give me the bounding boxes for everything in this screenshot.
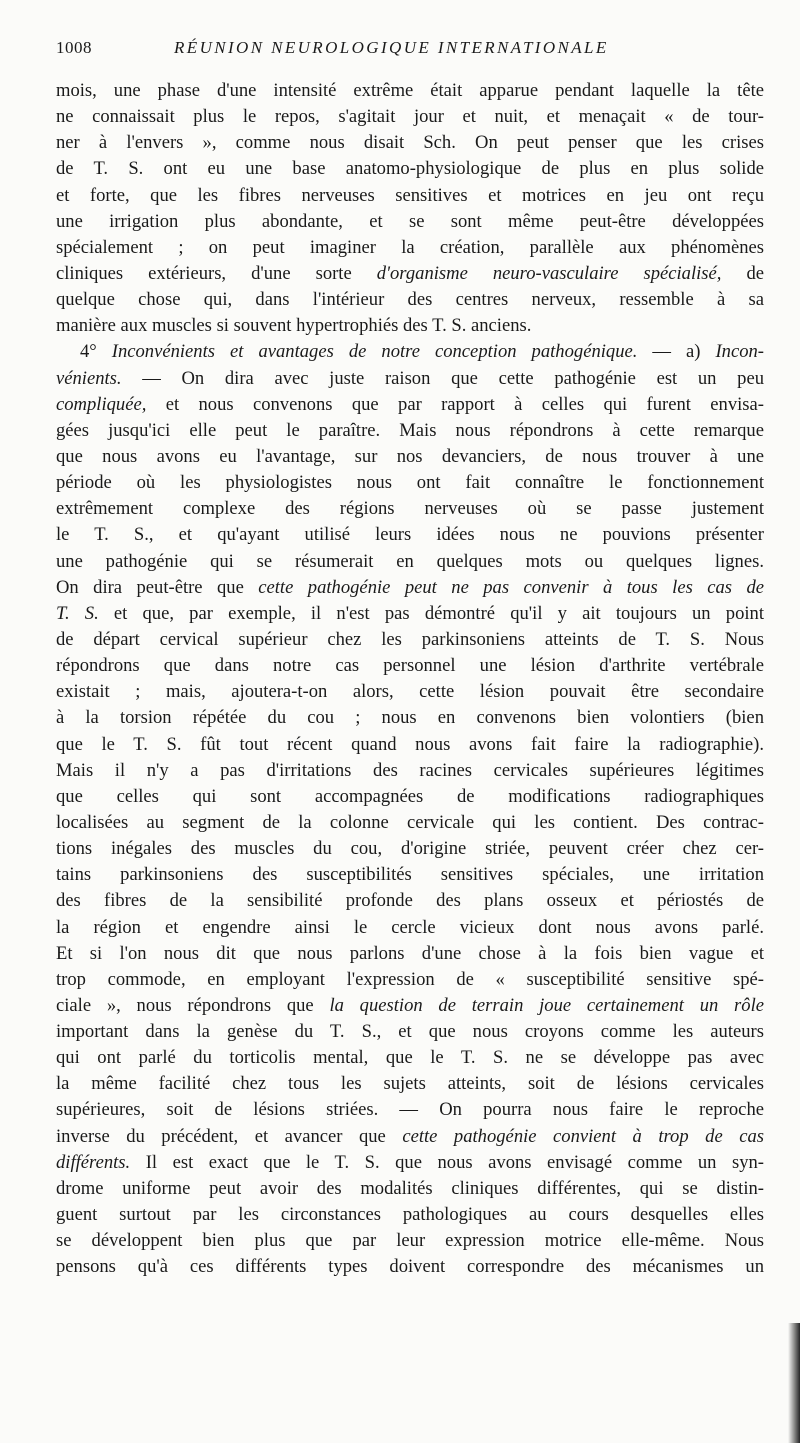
text-line [56, 366, 764, 392]
text-run: que nous avons eu l'avantage, sur nos devanciers, de nous trouver à une [56, 445, 764, 467]
text-line [56, 209, 764, 235]
text-run: que le T. S. fût tout récent quand nous avons fait faire la radiographie). [56, 733, 764, 755]
text-line [56, 836, 764, 862]
text-run: et que, par exemple, il n'est pas démontré qu'il y ait toujours un point [98, 602, 765, 624]
text-run: manière aux muscles si souvent hypertrophiés des T. S. anciens. [56, 315, 532, 337]
text-line [56, 862, 764, 888]
text-run: compliquée, [56, 393, 147, 415]
text-run: — a) [637, 341, 716, 363]
text-line [56, 915, 764, 941]
text-run: — On dira avec juste raison que cette pathogénie est un peu [121, 367, 764, 389]
text-line [56, 1202, 764, 1228]
text-line [56, 339, 764, 365]
text-run: une pathogénie qui se résumerait en quelques mots ou quelques lignes. [56, 550, 764, 572]
text-line [56, 130, 764, 156]
text-line [56, 1150, 764, 1176]
text-run: période où les physiologistes nous ont fait connaître le fonctionnement [56, 472, 764, 494]
text-run: la région et engendre ainsi le cercle vicieux dont nous avons parlé. [56, 916, 764, 938]
text-run: cette pathogénie peut ne pas convenir à tous les cas de [258, 576, 764, 598]
text-line [56, 1071, 764, 1097]
text-run: Il est exact que le T. S. que nous avons envisagé comme un syn- [130, 1151, 764, 1173]
text-line [56, 392, 764, 418]
text-run: tains parkinsoniens des susceptibilités sensitives spéciales, une irritation [56, 864, 764, 886]
text-run: le T. S., et qu'ayant utilisé leurs idées nous ne pouvions présenter [56, 524, 764, 546]
text-run: de T. S. ont eu une base anatomo-physiologique de plus en plus solide [56, 158, 764, 180]
text-line [56, 183, 764, 209]
text-line [56, 941, 764, 967]
text-run: cette pathogénie convient à trop de cas [402, 1125, 764, 1147]
text-line [56, 993, 764, 1019]
text-run: ner à l'envers », comme nous disait Sch. On peut penser que les crises [56, 132, 764, 154]
text-run: T. S. [56, 602, 99, 624]
text-line [56, 784, 764, 810]
text-line [56, 1176, 764, 1202]
text-line [56, 261, 764, 287]
text-run: ne connaissait plus le repos, s'agitait jour et nuit, et menaçait « de tour- [56, 106, 764, 128]
text-line [56, 732, 764, 758]
text-run: que celles qui sont accompagnées de modifications radiographiques [56, 785, 764, 807]
text-run: drome uniforme peut avoir des modalités cliniques différentes, qui se distin- [56, 1177, 764, 1199]
text-line [56, 549, 764, 575]
text-run: mois, une phase d'une intensité extrême était apparue pendant laquelle la tête [56, 80, 764, 101]
text-line [56, 653, 764, 679]
text-run: gées jusqu'ici elle peut le paraître. Mais nous répondrons à cette remarque [56, 419, 764, 441]
text-run: tions inégales des muscles du cou, d'origine striée, peuvent créer chez cer- [56, 838, 764, 860]
scan-shadow [788, 1323, 800, 1443]
text-run: guent surtout par les circonstances pathologiques au cours desquelles elles [56, 1204, 764, 1226]
text-run: Inconvénients et avantages de notre conception pathogénique. [111, 341, 638, 363]
text-line [56, 1019, 764, 1045]
text-line [56, 627, 764, 653]
text-line [56, 575, 764, 601]
text-line [56, 496, 764, 522]
text-run: supérieures, soit de lésions striées. — On pourra nous faire le reproche [56, 1099, 764, 1121]
body-text [56, 78, 764, 1280]
text-line [56, 235, 764, 261]
text-run: cliniques extérieurs, d'une sorte [56, 262, 377, 284]
text-run: ciale », nous répondrons que [56, 994, 330, 1016]
page-header [56, 38, 764, 68]
text-run: la même facilité chez tous les sujets atteints, soit de lésions cervicales [56, 1073, 764, 1095]
text-run: la question de terrain joue certainement un rôle [329, 994, 764, 1016]
text-line [56, 888, 764, 914]
text-run: Mais il n'y a pas d'irritations des racines cervicales supérieures légitimes [56, 759, 764, 781]
text-line [56, 1097, 764, 1123]
text-run: à la torsion répétée du cou ; nous en convenons bien volontiers (bien [56, 707, 764, 729]
text-line [56, 444, 764, 470]
text-line [56, 601, 764, 627]
text-run: existait ; mais, ajoutera-t-on alors, cette lésion pouvait être secondaire [56, 681, 764, 703]
text-run: extrêmement complexe des régions nerveuses où se passe justement [56, 498, 764, 520]
text-line [56, 810, 764, 836]
text-run: spécialement ; on peut imaginer la création, parallèle aux phénomènes [56, 236, 764, 258]
text-run: pensons qu'à ces différents types doivent correspondre des mécanismes un [56, 1256, 764, 1278]
text-run: des fibres de la sensibilité profonde des plans osseux et périostés de [56, 890, 764, 912]
text-run: de [721, 262, 765, 284]
text-run: répondrons que dans notre cas personnel une lésion d'arthrite vertébrale [56, 655, 764, 677]
text-line [56, 679, 764, 705]
text-run: et forte, que les fibres nerveuses sensitives et motrices en jeu ont reçu [56, 184, 764, 206]
text-line [56, 1045, 764, 1071]
text-run: trop commode, en employant l'expression de « susceptibilité sensitive spé- [56, 968, 764, 990]
text-run: On dira peut-être que [56, 576, 259, 598]
text-run: Et si l'on nous dit que nous parlons d'une chose à la fois bien vague et [56, 942, 764, 964]
text-line [56, 1124, 764, 1150]
text-line [56, 78, 764, 104]
text-line [56, 1254, 764, 1280]
text-run: et nous convenons que par rapport à celles qui furent envisa- [146, 393, 764, 415]
page-number: 1008 [56, 38, 92, 57]
text-run: se développent bien plus que par leur expression motrice elle-même. Nous [56, 1230, 764, 1252]
text-line [56, 758, 764, 784]
text-line [56, 967, 764, 993]
text-run: important dans la genèse du T. S., et que nous croyons comme les auteurs [56, 1021, 764, 1043]
text-run: différents. [56, 1151, 131, 1173]
text-line [56, 287, 764, 313]
text-line [56, 313, 764, 339]
text-line [56, 705, 764, 731]
running-title: RÉUNION NEUROLOGIQUE INTERNATIONALE [174, 38, 609, 57]
text-line [56, 1228, 764, 1254]
text-run: qui ont parlé du torticolis mental, que le T. S. ne se développe pas avec [56, 1047, 764, 1069]
text-run: une irrigation plus abondante, et se sont même peut-être développées [56, 210, 764, 232]
text-line [56, 418, 764, 444]
text-run: 4° [80, 341, 112, 363]
text-run: de départ cervical supérieur chez les parkinsoniens atteints de T. S. Nous [56, 628, 764, 650]
text-run: quelque chose qui, dans l'intérieur des centres nerveux, ressemble à sa [56, 289, 764, 311]
text-run: localisées au segment de la colonne cervicale qui les contient. Des contrac- [56, 811, 764, 833]
text-run: d'organisme neuro-vasculaire spécialisé, [376, 262, 722, 284]
text-run: vénients. [56, 367, 122, 389]
text-run: inverse du précédent, et avancer que [56, 1125, 403, 1147]
text-line [56, 104, 764, 130]
text-line [56, 522, 764, 548]
text-run: Incon- [715, 341, 764, 363]
text-line [56, 156, 764, 182]
text-line [56, 470, 764, 496]
